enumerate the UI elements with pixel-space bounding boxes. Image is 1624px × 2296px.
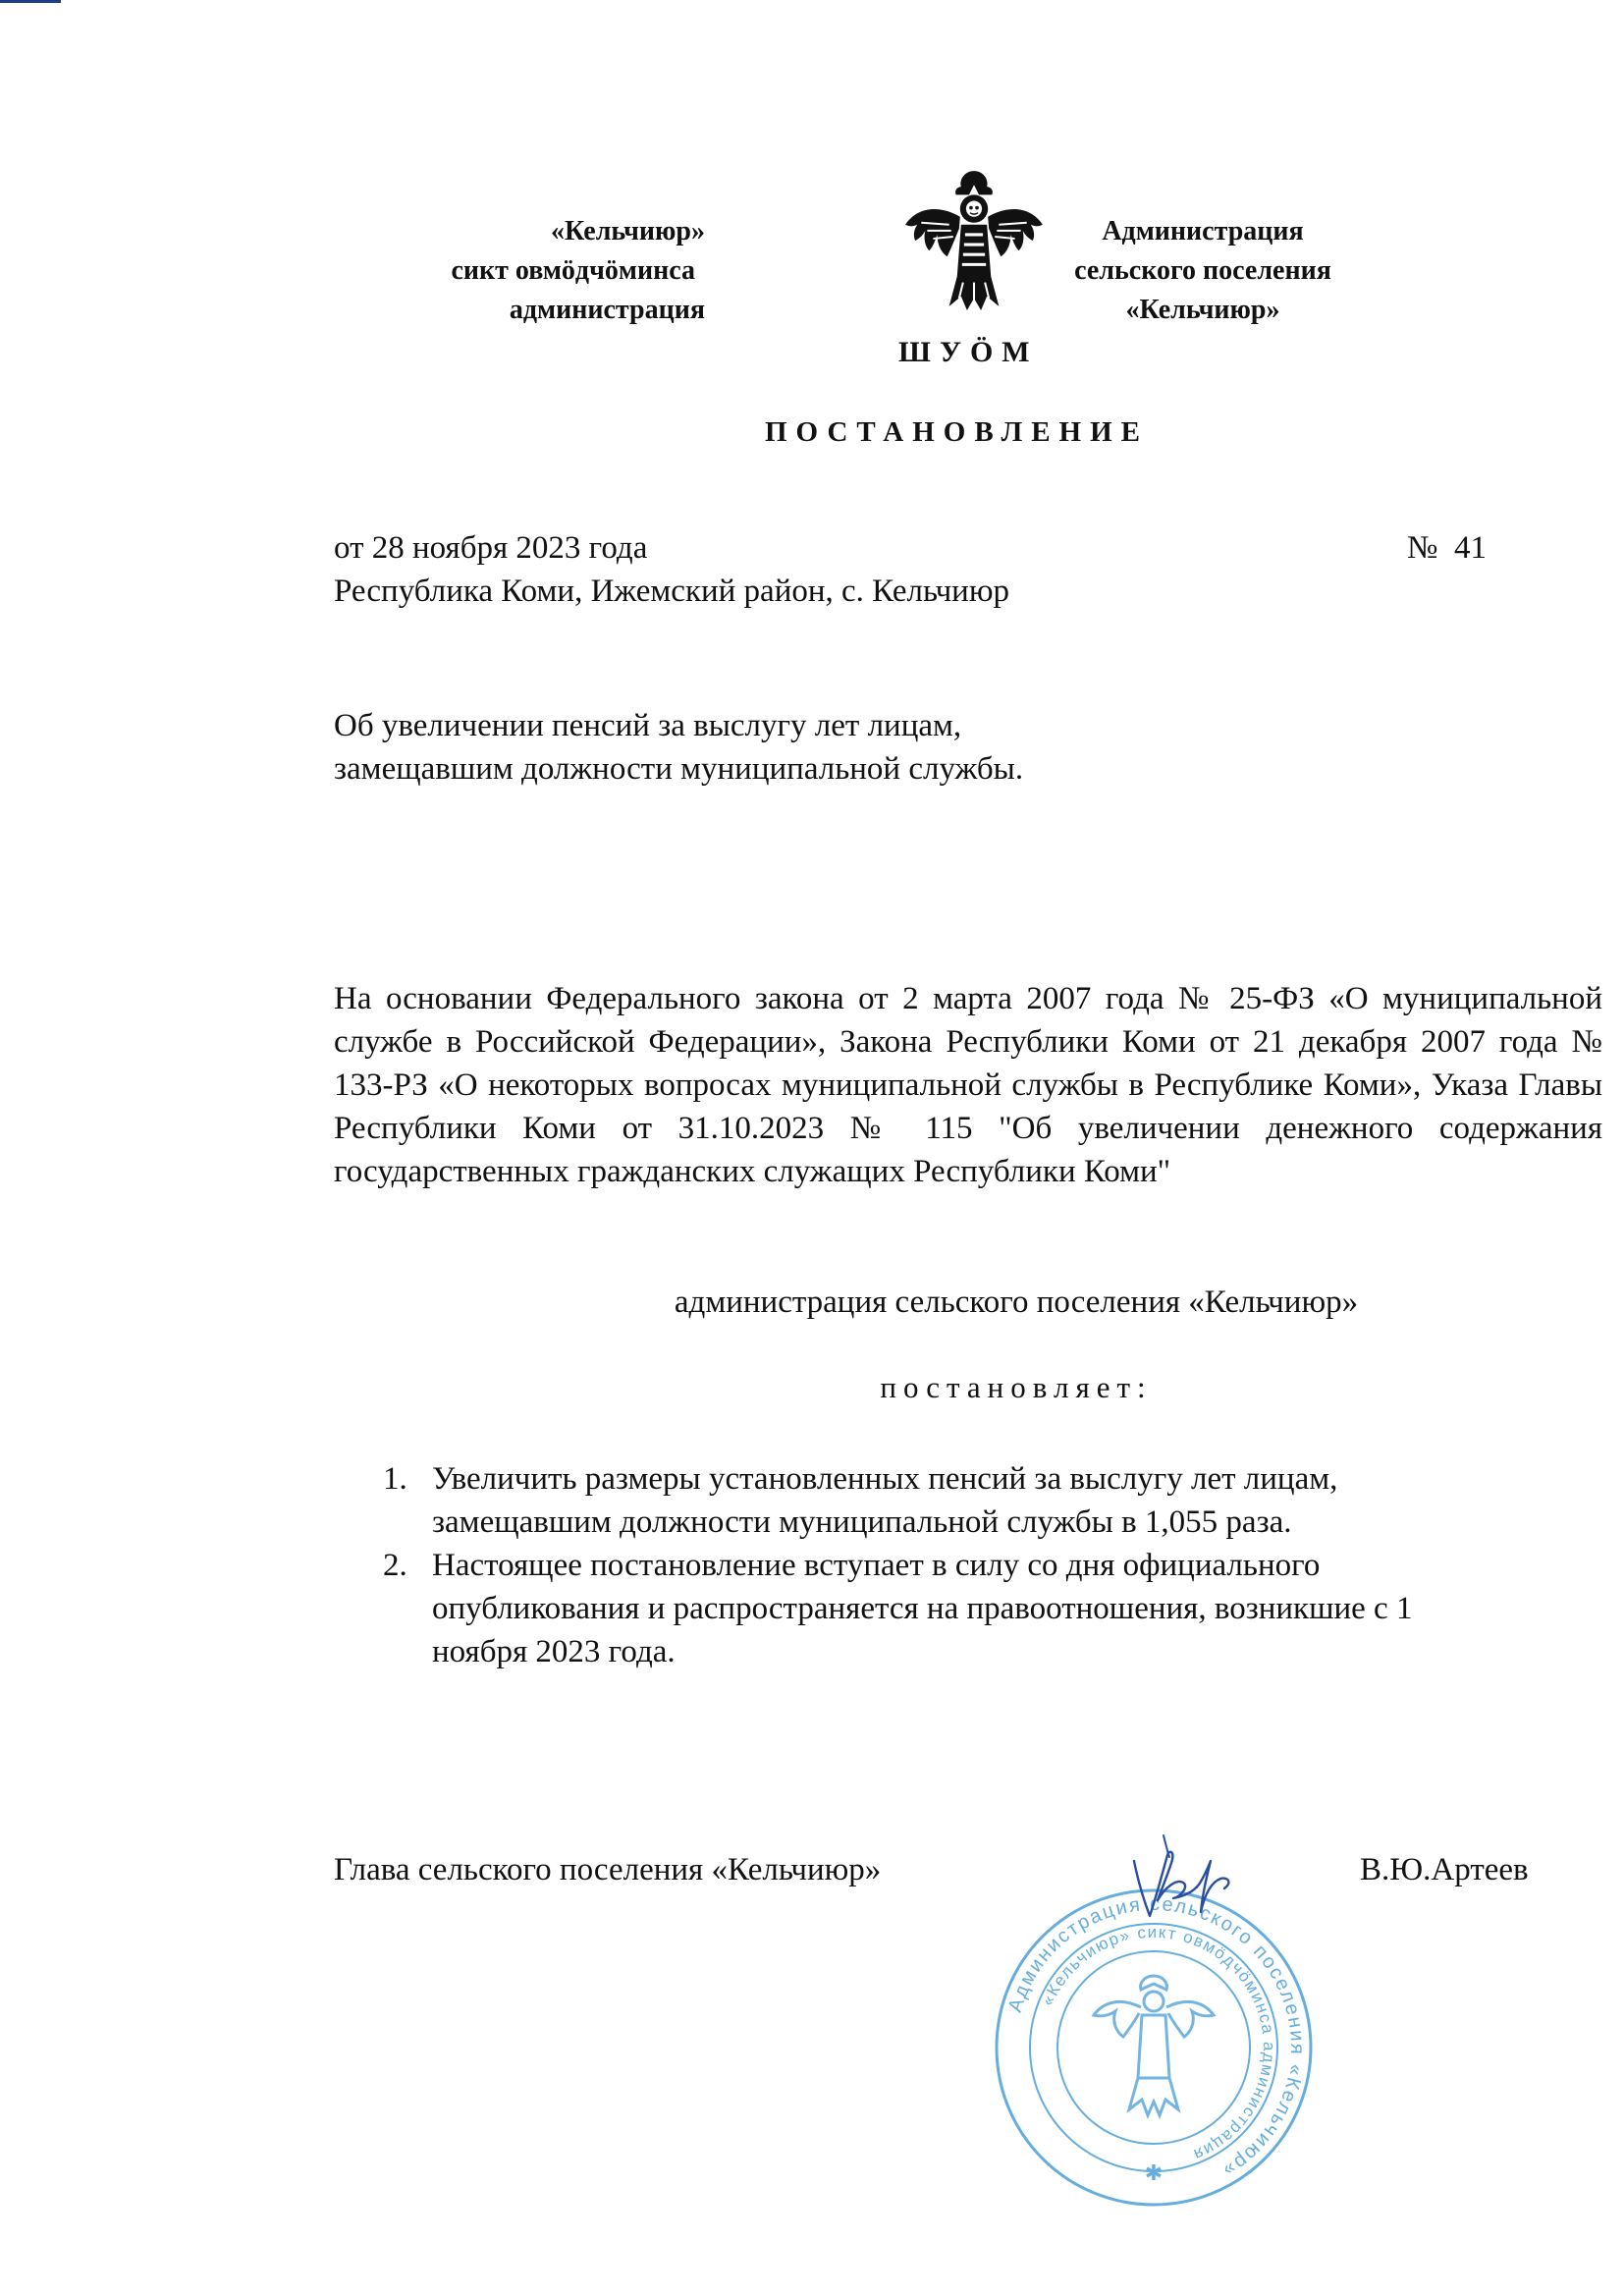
svg-text:«Кельчиюр» сикт овмӧдчӧминса а bbox=[1038, 1923, 1278, 2164]
decree-item-number: 1. bbox=[383, 1461, 407, 1497]
decree-item-2 bbox=[383, 1544, 1610, 1673]
decrees-heading: постановляет: bbox=[880, 1370, 1153, 1404]
decree-item-line: Увеличить размеры установленных пенсий за выслугу лет лицам, bbox=[432, 1461, 1338, 1497]
header-komi-line-2: сикт овмӧдчӧминса bbox=[451, 255, 695, 286]
header-komi-block bbox=[353, 212, 776, 330]
decree-item-line: Настоящее постановление вступает в силу со дня официального bbox=[432, 1548, 1321, 1583]
decree-item-line: ноября 2023 года. bbox=[432, 1634, 676, 1669]
document-type-komi: ШУӦМ bbox=[898, 336, 1039, 368]
header-russian-line-1: Администрация bbox=[1102, 216, 1304, 246]
header-russian-line-2: сельского поселения bbox=[1074, 255, 1331, 286]
scan-edge-mark bbox=[0, 0, 61, 3]
decree-item-number: 2. bbox=[383, 1548, 407, 1583]
document-type-title: ПОСТАНОВЛЕНИЕ bbox=[765, 416, 1150, 448]
issuing-authority: администрация сельского поселения «Кельчиюр» bbox=[674, 1285, 1359, 1320]
header-russian-line-3: «Кельчиюр» bbox=[1125, 295, 1280, 325]
decree-item-1 bbox=[383, 1457, 1610, 1544]
signatory-role: Глава сельского поселения «Кельчиюр» bbox=[334, 1852, 882, 1887]
decree-item-line: опубликования и распространяется на правоотношения, возникшие с 1 bbox=[432, 1591, 1413, 1626]
decree-items-list bbox=[383, 1457, 1610, 1673]
stamp-inner-text: «Кельчиюр» сикт овмӧдчӧминса администрация bbox=[1038, 1922, 1279, 2165]
subject-line-1: Об увеличении пенсий за выслугу лет лицам, bbox=[334, 708, 962, 743]
document-date: от 28 ноября 2023 года bbox=[334, 530, 648, 566]
svg-text:✱: ✱ bbox=[1144, 2161, 1164, 2186]
decree-item-line: замещавшим должности муниципальной службы в 1,055 раза. bbox=[432, 1504, 1292, 1540]
handwritten-signature bbox=[1105, 1822, 1252, 1940]
legal-basis-paragraph: На основании Федерального закона от 2 марта 2007 года № 25-ФЗ «О муниципальной службе в Российской Федерации», Закона Республики Коми от 21 декабря 2007 года № 133-РЗ «О некоторых вопросах муниципальной службы в Республике Коми», Указа Главы Республики Коми от 31.10.2023 № 115 "Об увеличении денежного содержания государственных гражданских служащих Республики Коми" bbox=[334, 981, 1602, 1189]
document-number: № 41 bbox=[1407, 530, 1487, 566]
document-place: Республика Коми, Ижемский район, с. Кельчиюр bbox=[334, 574, 1009, 609]
document-subject bbox=[334, 704, 1023, 791]
header-komi-line-3: администрация bbox=[509, 295, 705, 325]
stamp-outer-text: Администрация сельского поселения «Кельчиюр» bbox=[1003, 1892, 1309, 2183]
header-russian-block bbox=[1006, 212, 1399, 330]
header-komi-line-1: «Кельчиюр» bbox=[551, 216, 705, 246]
signatory-name: В.Ю.Артеев bbox=[1360, 1852, 1529, 1887]
subject-line-2: замещавшим должности муниципальной службы. bbox=[334, 751, 1024, 787]
